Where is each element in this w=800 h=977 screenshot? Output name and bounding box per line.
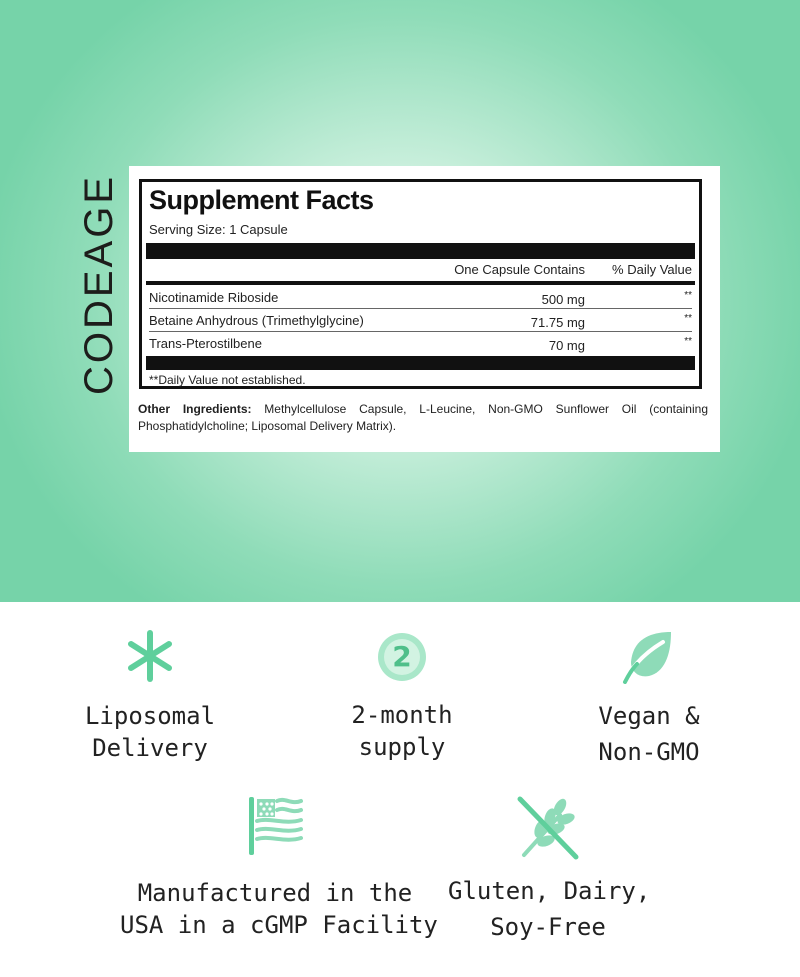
other-ingredients (138, 401, 708, 435)
number-two-badge: 2 (392, 640, 412, 673)
ingredient-amount: 500 mg (541, 292, 585, 307)
feature-manufactured-usa (120, 795, 438, 941)
asterisk-icon (125, 628, 175, 684)
feature-label-line1: Liposomal (84, 702, 216, 730)
supplement-facts-card (129, 166, 720, 452)
brand-logo (77, 164, 122, 404)
ingredient-row (149, 286, 692, 309)
feature-allergen-free (448, 795, 651, 943)
ingredient-daily-value: ** (684, 290, 692, 301)
column-header-amount: One Capsule Contains (454, 262, 585, 277)
ingredient-amount: 70 mg (548, 338, 585, 353)
ingredient-row (149, 332, 692, 354)
ingredient-row (149, 309, 692, 332)
brand-text: CODEAGE (77, 173, 122, 395)
other-ingredients-label: Other Ingredients: (138, 402, 252, 416)
feature-label-line1: Manufactured in the (137, 879, 413, 907)
feature-label-line1: 2-month (351, 701, 453, 729)
feature-vegan (549, 628, 749, 768)
ingredient-name: Trans-Pterostilbene (149, 336, 262, 351)
feature-label-line1: Gluten, Dairy, (448, 877, 651, 905)
column-header-daily-value: % Daily Value (612, 262, 692, 277)
feature-label-line2: Soy-Free (490, 913, 606, 941)
ingredient-name: Nicotinamide Riboside (149, 290, 279, 305)
feature-supply (302, 631, 502, 763)
daily-value-note: **Daily Value not established. (149, 373, 306, 387)
usa-flag-icon (247, 795, 303, 857)
serving-size: Serving Size: 1 Capsule (149, 222, 288, 237)
ingredient-amount: 71.75 mg (530, 315, 585, 330)
no-wheat-icon (516, 795, 580, 861)
ingredient-daily-value: ** (684, 313, 692, 324)
feature-label-line2: Delivery (92, 734, 208, 762)
leaf-icon (621, 628, 677, 684)
feature-label-line2: supply (358, 733, 446, 761)
supplement-facts-table (139, 179, 702, 389)
ingredient-daily-value: ** (684, 336, 692, 347)
header-rule (146, 281, 695, 285)
ingredient-name: Betaine Anhydrous (Trimethylglycine) (149, 313, 364, 328)
divider-bar (146, 243, 695, 259)
feature-label-line2: Non-GMO (598, 738, 700, 766)
divider-bar (146, 356, 695, 370)
feature-label-line1: Vegan & (598, 702, 700, 730)
feature-liposomal (50, 628, 250, 764)
facts-title: Supplement Facts (149, 185, 374, 215)
other-ingredients-text: Methylcellulose Capsule, L-Leucine, Non-GMO Sunflower Oil (containing Phosphatidylcholine; Liposomal Delivery Matrix). (138, 402, 708, 433)
feature-label-line2: USA in a cGMP Facility (120, 911, 438, 939)
